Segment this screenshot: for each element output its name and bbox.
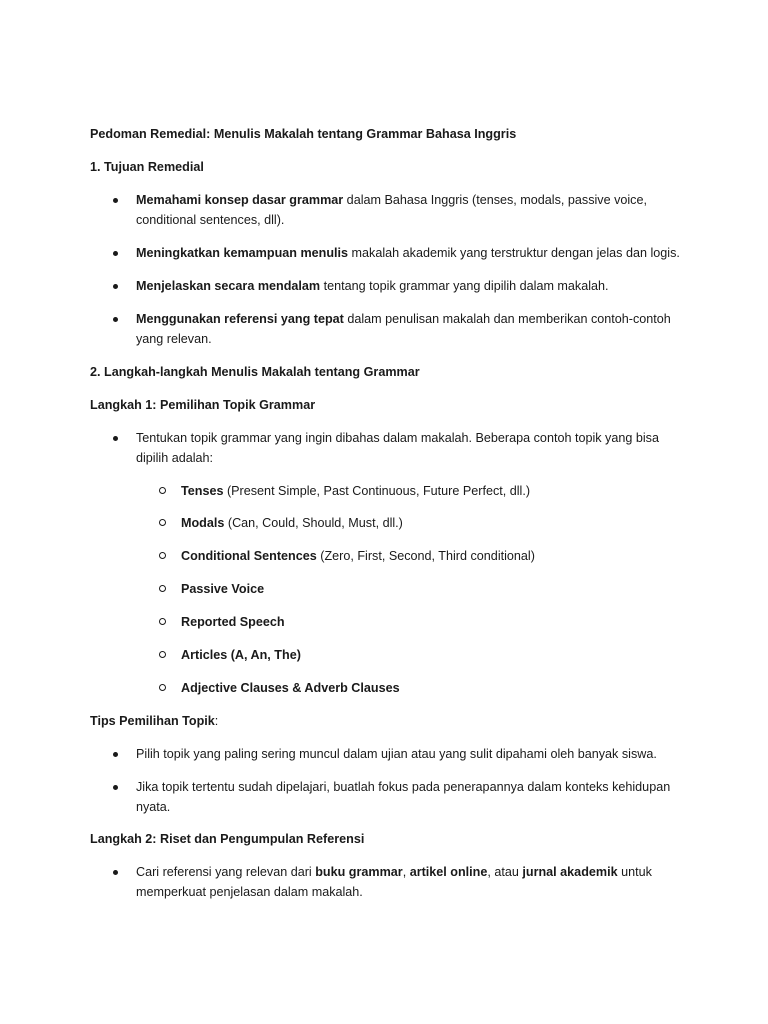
circle-bullet-icon (159, 585, 166, 592)
section-heading-langkah: 2. Langkah-langkah Menulis Makalah tentang Grammar (90, 365, 420, 379)
circle-bullet-icon (159, 651, 166, 658)
goal-item-4: Menggunakan referensi yang tepat dalam penulisan makalah dan memberikan contoh-contoh yang relevan. (136, 309, 696, 349)
bullet-icon (113, 785, 118, 790)
tips-heading: Tips Pemilihan Topik: (90, 714, 219, 728)
document-title: Pedoman Remedial: Menulis Makalah tentang Grammar Bahasa Inggris (90, 127, 517, 141)
topic-item-clauses: Adjective Clauses & Adverb Clauses (181, 678, 681, 698)
topic-item-modals: Modals (Can, Could, Should, Must, dll.) (181, 513, 681, 533)
circle-bullet-icon (159, 618, 166, 625)
bullet-icon (113, 752, 118, 757)
circle-bullet-icon (159, 519, 166, 526)
section-heading-tujuan: 1. Tujuan Remedial (90, 160, 204, 174)
topic-item-reported: Reported Speech (181, 612, 681, 632)
goal-item-1: Memahami konsep dasar grammar dalam Bahasa Inggris (tenses, modals, passive voice, conditional sentences, dll). (136, 190, 696, 230)
step1-intro-item: Tentukan topik grammar yang ingin dibahas dalam makalah. Beberapa contoh topik yang bisa dipilih adalah: (136, 428, 696, 468)
goal-item-2: Meningkatkan kemampuan menulis makalah akademik yang terstruktur dengan jelas dan logis. (136, 243, 696, 263)
circle-bullet-icon (159, 552, 166, 559)
bullet-icon (113, 436, 118, 441)
bullet-icon (113, 198, 118, 203)
topic-item-conditional: Conditional Sentences (Zero, First, Second, Third conditional) (181, 546, 681, 566)
step1-heading: Langkah 1: Pemilihan Topik Grammar (90, 398, 316, 412)
tip-item-1: Pilih topik yang paling sering muncul dalam ujian atau yang sulit dipahami oleh banyak siswa. (136, 744, 696, 764)
topic-item-tenses: Tenses (Present Simple, Past Continuous, Future Perfect, dll.) (181, 481, 681, 501)
topic-item-articles: Articles (A, An, The) (181, 645, 681, 665)
bullet-icon (113, 317, 118, 322)
topic-item-passive: Passive Voice (181, 579, 681, 599)
bullet-icon (113, 284, 118, 289)
goal-item-3: Menjelaskan secara mendalam tentang topik grammar yang dipilih dalam makalah. (136, 276, 696, 296)
circle-bullet-icon (159, 684, 166, 691)
step2-item: Cari referensi yang relevan dari buku grammar, artikel online, atau jurnal akademik untuk memperkuat penjelasan dalam makalah. (136, 862, 696, 902)
step2-heading: Langkah 2: Riset dan Pengumpulan Referensi (90, 832, 365, 846)
circle-bullet-icon (159, 487, 166, 494)
bullet-icon (113, 870, 118, 875)
tip-item-2: Jika topik tertentu sudah dipelajari, buatlah fokus pada penerapannya dalam konteks kehidupan nyata. (136, 777, 696, 817)
bullet-icon (113, 251, 118, 256)
